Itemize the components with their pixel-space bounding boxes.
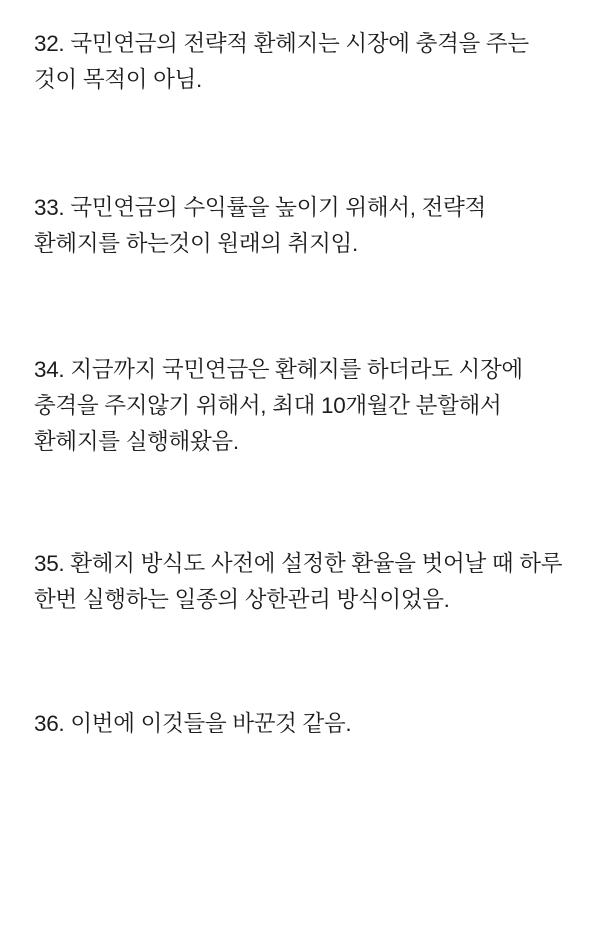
- paragraph-34: 34. 지금까지 국민연금은 환헤지를 하더라도 시장에 충격을 주지않기 위해서, 최대 10개월간 분할해서 환헤지를 실행해왔음.: [34, 357, 529, 454]
- paragraph-36: 36. 이번에 이것들을 바꾼것 같음.: [34, 711, 352, 736]
- paragraph-33: 33. 국민연금의 수익률을 높이기 위해서, 전략적 환헤지를 하는것이 원래의 취지임.: [34, 195, 492, 256]
- paragraph-35: 35. 환헤지 방식도 사전에 설정한 환율을 벗어날 때 하루 한번 실행하는 일종의 상한관리 방식이었음.: [34, 551, 569, 612]
- paragraph-spacer: [34, 618, 564, 706]
- paragraph-32: 32. 국민연금의 전략적 환헤지는 시장에 충격을 주는 것이 목적이 아님.: [34, 31, 535, 92]
- paragraph-spacer: [34, 262, 564, 352]
- paragraph-spacer: [34, 98, 564, 190]
- paragraph-spacer: [34, 460, 564, 546]
